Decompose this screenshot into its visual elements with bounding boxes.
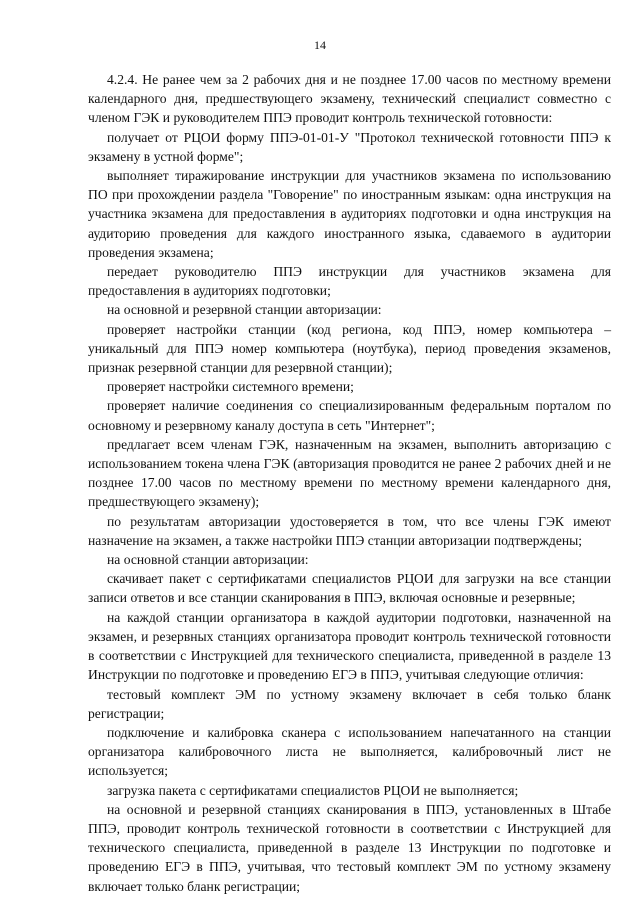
- paragraph-check-station-settings: проверяет настройки станции (код региона, код ППЭ, номер компьютера – уникальный для ППЭ номер компьютера (ноутбука), период проведения экзаменов, признак резервной станции для резервной станции);: [88, 321, 611, 376]
- paragraph-check-connection: проверяет наличие соединения со специализированным федеральным порталом по основному и резервному каналу доступа в сеть "Интернет";: [88, 398, 611, 433]
- paragraph-organizer-stations: на каждой станции организатора в каждой аудитории подготовки, назначенной на экзамен, и резервных станциях организатора проводит контроль технической готовности в соответствии с Инструкцией для технического специалиста, приведенной в разделе 13 Инструкции по подготовке и проведению ЕГЭ в ППЭ, учитывая следующие отличия:: [88, 609, 611, 683]
- paragraph-auth-results: по результатам авторизации удостоверяется в том, что все члены ГЭК имеют назначение на экзамен, а также настройки ППЭ станции авторизации подтверждены;: [88, 513, 611, 548]
- paragraph-scanning-stations: на основной и резервной станциях сканирования в ППЭ, установленных в Штабе ППЭ, проводит контроль технической готовности в соответствии с Инструкцией для технического специалиста, приведенной в разделе 13 Инструкции по подготовке и проведению ЕГЭ в ППЭ, учитывая, что тестовый комплект ЭМ по устному экзамену включает только бланк регистрации;: [88, 801, 611, 894]
- document-body: [88, 70, 611, 896]
- paragraph-4-2-4: 4.2.4. Не ранее чем за 2 рабочих дня и не позднее 17.00 часов по местному времени календарного дня, предшествующего экзамену, технический специалист совместно с членом ГЭК и руководителем ППЭ проводит контроль технической готовности:: [88, 72, 611, 126]
- page-number: 14: [314, 38, 326, 52]
- paragraph-prints-instructions: выполняет тиражирование инструкции для участников экзамена по использованию ПО при прохождении раздела "Говорение" по иностранным языкам: одна инструкция на участника экзамена для предоставления в аудиториях подготовки и одна инструкция на аудиторию проведения для каждого иностранного языка, сдаваемого в аудитории проведения экзамена;: [88, 168, 611, 260]
- paragraph-gek-authorization: предлагает всем членам ГЭК, назначенным на экзамен, выполнить авторизацию с использованием токена члена ГЭК (авторизация проводится не ранее 2 рабочих дней и не позднее 17.00 часов по местному времени по местному времени календарного дня, предшествующего экзамену);: [88, 436, 611, 510]
- paragraph-hands-instructions: передает руководителю ППЭ инструкции для участников экзамена для предоставления в аудиториях подготовки;: [88, 264, 611, 299]
- paragraph-test-kit: тестовый комплект ЭМ по устному экзамену включает в себя только бланк регистрации;: [88, 686, 611, 721]
- paragraph-receives-protocol: получает от РЦОИ форму ППЭ-01-01-У "Протокол технической готовности ППЭ к экзамену в устной форме";: [88, 129, 611, 164]
- paragraph-main-auth-station: на основной станции авторизации:: [107, 552, 309, 568]
- paragraph-scanner-calibration: подключение и калибровка сканера с использованием напечатанного на станции организатора калибровочного листа не выполняется, калибровочный лист не используется;: [88, 724, 611, 779]
- paragraph-download-certificates: скачивает пакет с сертификатами специалистов РЦОИ для загрузки на все станции записи ответов и все станции сканирования в ППЭ, включая основные и резервные;: [88, 571, 611, 606]
- paragraph-certificates-not-loaded: загрузка пакета с сертификатами специалистов РЦОИ не выполняется;: [107, 782, 519, 798]
- paragraph-check-system-time: проверяет настройки системного времени;: [107, 379, 354, 395]
- paragraph-auth-stations: на основной и резервной станции авторизации:: [107, 302, 382, 318]
